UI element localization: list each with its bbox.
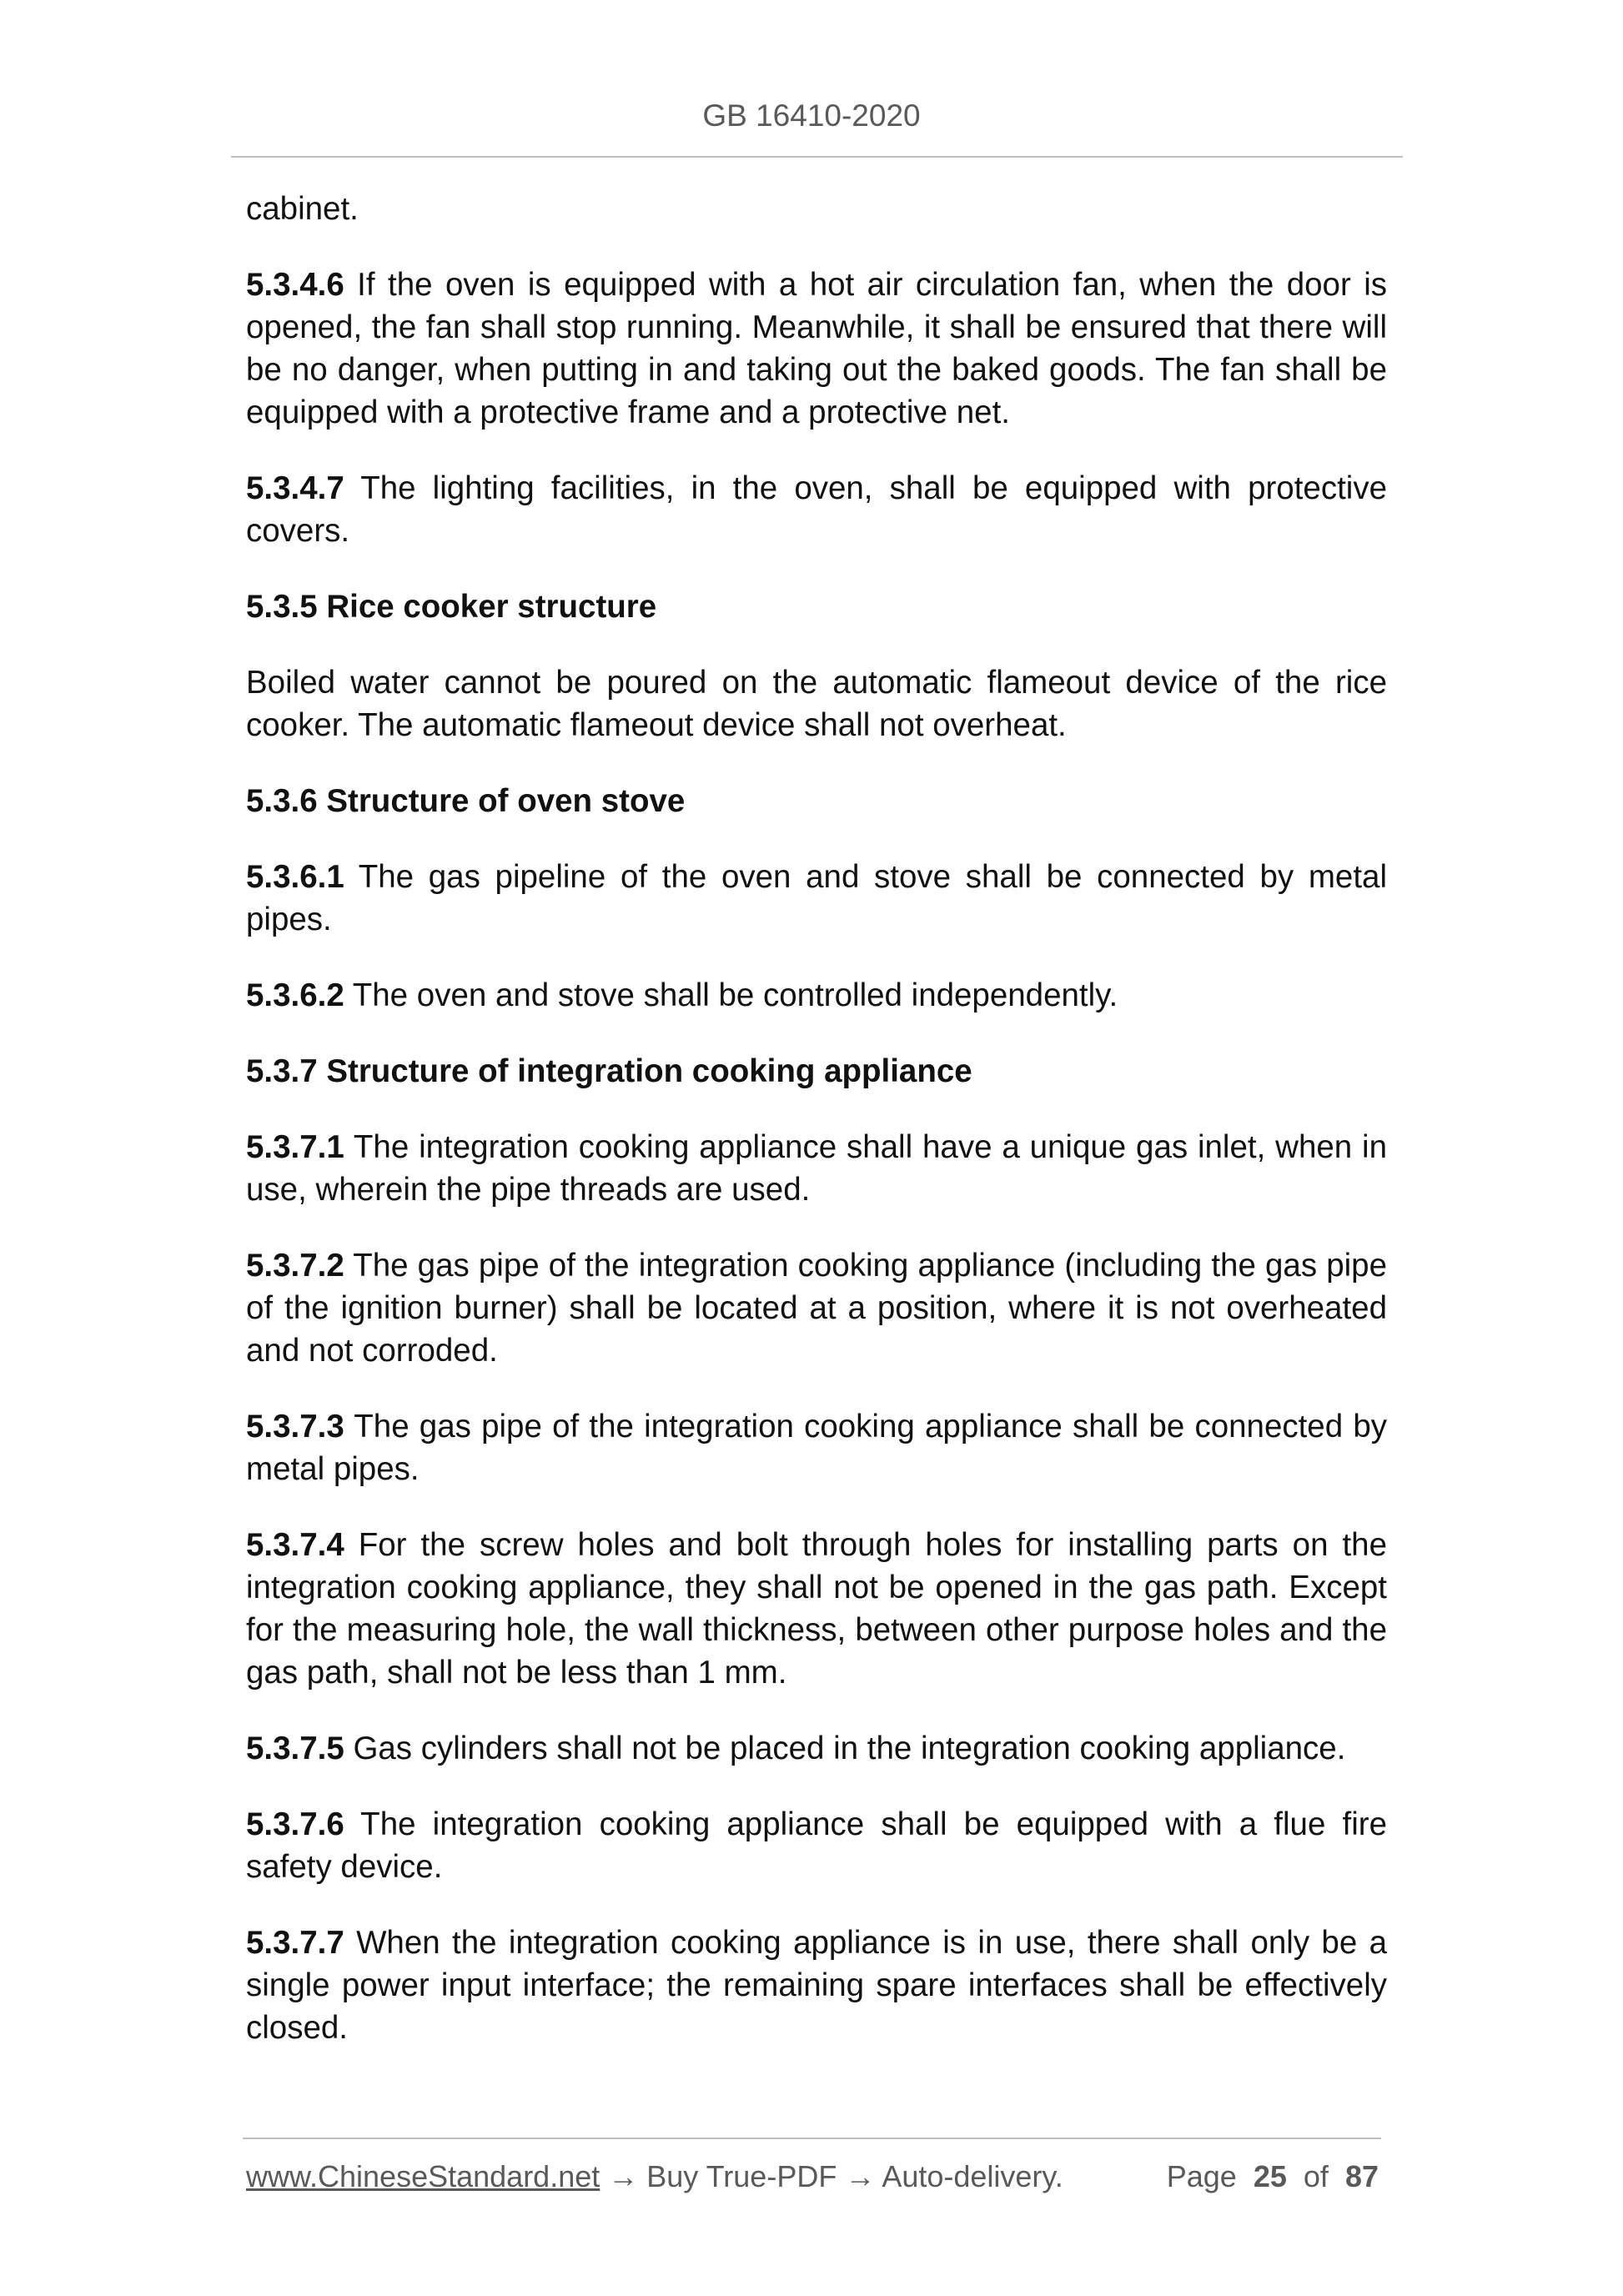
- section-heading: 5.3.6 Structure of oven stove: [246, 783, 686, 819]
- clause-paragraph: [246, 1803, 1387, 1888]
- clause-number: 5.3.7.4: [246, 1527, 344, 1563]
- footer-divider: [243, 2138, 1381, 2139]
- clause-text: The gas pipe of the integration cooking appliance shall be connected by metal pipes.: [246, 1409, 1387, 1487]
- clause-text: The integration cooking appliance shall have a unique gas inlet, when in use, wherein the pipe threads are used.: [246, 1129, 1387, 1208]
- clause-number: 5.3.7.1: [246, 1129, 344, 1165]
- clause-paragraph: [246, 1126, 1387, 1211]
- page-total: 87: [1344, 2159, 1379, 2193]
- clause-text: For the screw holes and bolt through holes for installing parts on the integration cooking appliance, they shall not be opened in the gas path. Except for the measuring hole, the wall thickness, between other purpose holes and the gas path, shall not be less than 1 mm.: [246, 1527, 1387, 1691]
- clause-text: If the oven is equipped with a hot air circulation fan, when the door is opened, the fan shall stop running. Meanwhile, it shall be ensured that there will be no danger, when putting in and taking out the baked goods. The fan shall be equipped with a protective frame and a protective net.: [246, 267, 1387, 430]
- clause-number: 5.3.6.1: [246, 859, 344, 895]
- page-label: Page: [1166, 2159, 1237, 2193]
- clause-paragraph: [246, 856, 1387, 941]
- clause-paragraph: [246, 1922, 1387, 2049]
- clause-paragraph: [246, 1524, 1387, 1694]
- website-link[interactable]: www.ChineseStandard.net: [246, 2159, 600, 2193]
- clause-paragraph: [246, 1727, 1387, 1770]
- body-paragraph: cabinet.: [246, 191, 359, 227]
- clause-number: 5.3.4.6: [246, 267, 344, 303]
- clause-number: 5.3.7.6: [246, 1806, 344, 1842]
- clause-number: 5.3.4.7: [246, 470, 344, 506]
- clause-number: 5.3.7.3: [246, 1409, 344, 1444]
- clause-text: The oven and stove shall be controlled independently.: [344, 977, 1118, 1013]
- clause-text: The lighting facilities, in the oven, shall be equipped with protective covers.: [246, 470, 1387, 549]
- clause-paragraph: [246, 467, 1387, 552]
- footer-promo: [246, 2159, 1063, 2194]
- page-current: 25: [1253, 2159, 1287, 2193]
- clause-number: 5.3.7.2: [246, 1248, 344, 1284]
- clause-paragraph: [246, 1244, 1387, 1372]
- footer-tagline: → Buy True-PDF → Auto-delivery.: [600, 2159, 1063, 2193]
- page-number: [1167, 2159, 1379, 2194]
- header-divider: [231, 156, 1403, 158]
- clause-paragraph: [246, 974, 1387, 1017]
- page-header-title: GB 16410-2020: [702, 98, 921, 133]
- page-of-label: of: [1303, 2159, 1329, 2193]
- body-paragraph: Boiled water cannot be poured on the automatic flameout device of the rice cooker. The automatic flameout device shall not overheat.: [246, 665, 1387, 743]
- clause-text: The gas pipe of the integration cooking appliance (including the gas pipe of the ignition burner) shall be located at a position, where it is not overheated and not corroded.: [246, 1248, 1387, 1369]
- clause-text: Gas cylinders shall not be placed in the integration cooking appliance.: [344, 1731, 1346, 1766]
- clause-number: 5.3.7.5: [246, 1731, 344, 1766]
- clause-text: The integration cooking appliance shall be equipped with a flue fire safety device.: [246, 1806, 1387, 1885]
- section-heading: 5.3.7 Structure of integration cooking appliance: [246, 1053, 972, 1089]
- clause-number: 5.3.6.2: [246, 977, 344, 1013]
- clause-text: The gas pipeline of the oven and stove shall be connected by metal pipes.: [246, 859, 1387, 937]
- clause-paragraph: [246, 1405, 1387, 1490]
- document-body: [246, 188, 1387, 2082]
- section-heading: 5.3.5 Rice cooker structure: [246, 589, 657, 625]
- clause-paragraph: [246, 264, 1387, 434]
- clause-number: 5.3.7.7: [246, 1925, 344, 1961]
- clause-text: When the integration cooking appliance is in use, there shall only be a single power input interface; the remaining spare interfaces shall be effectively closed.: [246, 1925, 1387, 2046]
